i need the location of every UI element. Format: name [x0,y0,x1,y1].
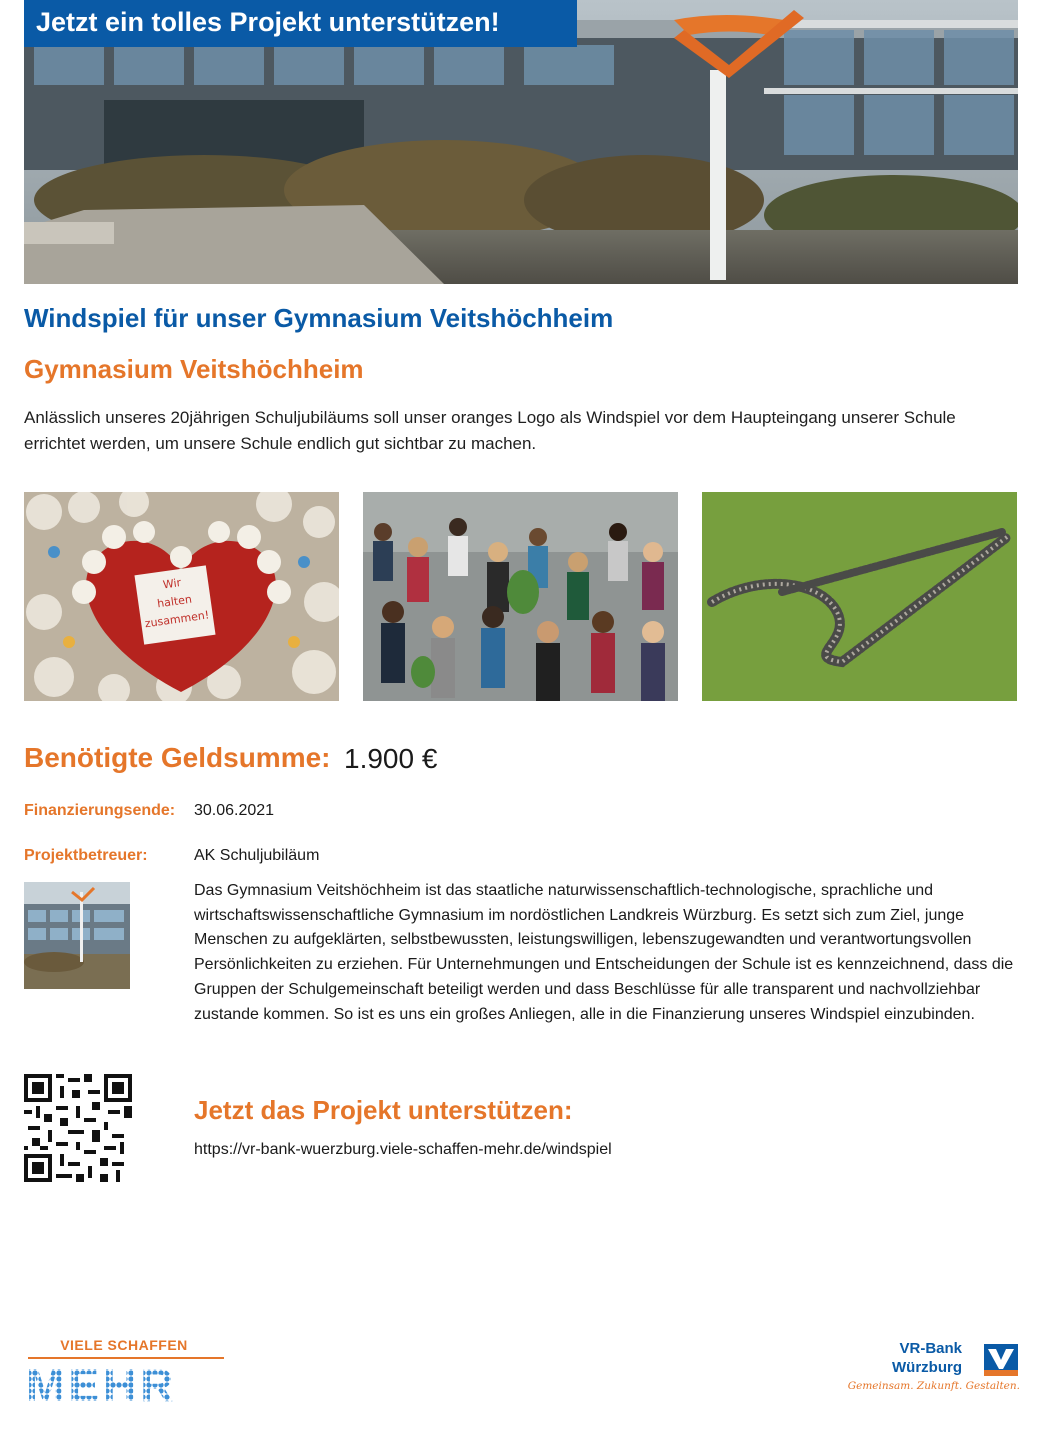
supervisor-value: AK Schuljubiläum [194,847,320,864]
aerial-logo-photo [702,492,1017,701]
school-thumbnail [24,882,130,989]
project-title: Windspiel für unser Gymnasium Veitshöchheim [24,303,614,333]
supervisor-label: Projektbetreuer: [24,847,148,864]
vr-bank-logo [847,1340,1022,1398]
sign-line-1: Wir [162,576,182,592]
vr-bank-mark-icon [984,1344,1018,1376]
funding-end-value: 30.06.2021 [194,802,275,819]
project-intro: Anlässlich unseres 20jährigen Schuljubiläums soll unser oranges Logo als Windspiel vor dem Haupteingang unserer Schule errichtet werden, um unsere Schule endlich gut sichtbar zu machen. [24,408,956,453]
bank-slogan: Gemeinsam. Zukunft. Gestalten. [847,1380,1020,1392]
sign-line-3: zusammen! [144,608,211,631]
organization-name: Gymnasium Veitshöchheim [24,354,364,384]
amount-label: Benötigte Geldsumme: [24,742,331,773]
bank-name-line2: Würzburg [892,1359,962,1376]
project-url-link[interactable]: https://vr-bank-wuerzburg.viele-schaffen-mehr.de/windspiel [194,1141,612,1158]
qr-code-icon[interactable] [24,1074,132,1182]
logo-word: MEHR [26,1359,178,1411]
viele-schaffen-mehr-logo [24,1336,226,1412]
crowd-photo [363,492,678,701]
hero-image [24,0,1018,284]
funding-end-label: Finanzierungsende: [24,802,176,819]
bank-name-line1: VR-Bank [899,1340,962,1357]
cta-heading: Jetzt das Projekt unterstützen: [194,1095,573,1125]
hero-banner: Jetzt ein tolles Projekt unterstützen! [24,0,577,47]
heart-hands-photo [24,492,339,701]
sign-line-2: halten [156,592,193,611]
amount-value: 1.900 € [344,743,438,774]
project-description: Das Gymnasium Veitshöchheim ist das staatliche naturwissenschaftlich-technologische, sprachliche und wirtschaftswissenschaftliche Gymnasium im nordöstlichen Landkreis Würzburg. Es setzt sich zum Ziel, junge Menschen zu aufgeklärten, selbstbewussten, leistungswilligen, lebenszugewandten und verantwortungsvollen Persönlichkeiten zu erziehen. Für Unternehmungen und Entscheidungen der Schule ist es kennzeichnend, dass die Gruppen der Schulgemeinschaft beteiligt werden und dass Beschlüsse für alle transparent und nachvollziehbar zustande kommen. So ist es uns ein großes Anliegen, alle in die Finanzierung unseres Windspiel einzubinden. [194,882,1014,1023]
logo-top-text: VIELE SCHAFFEN [60,1337,188,1353]
